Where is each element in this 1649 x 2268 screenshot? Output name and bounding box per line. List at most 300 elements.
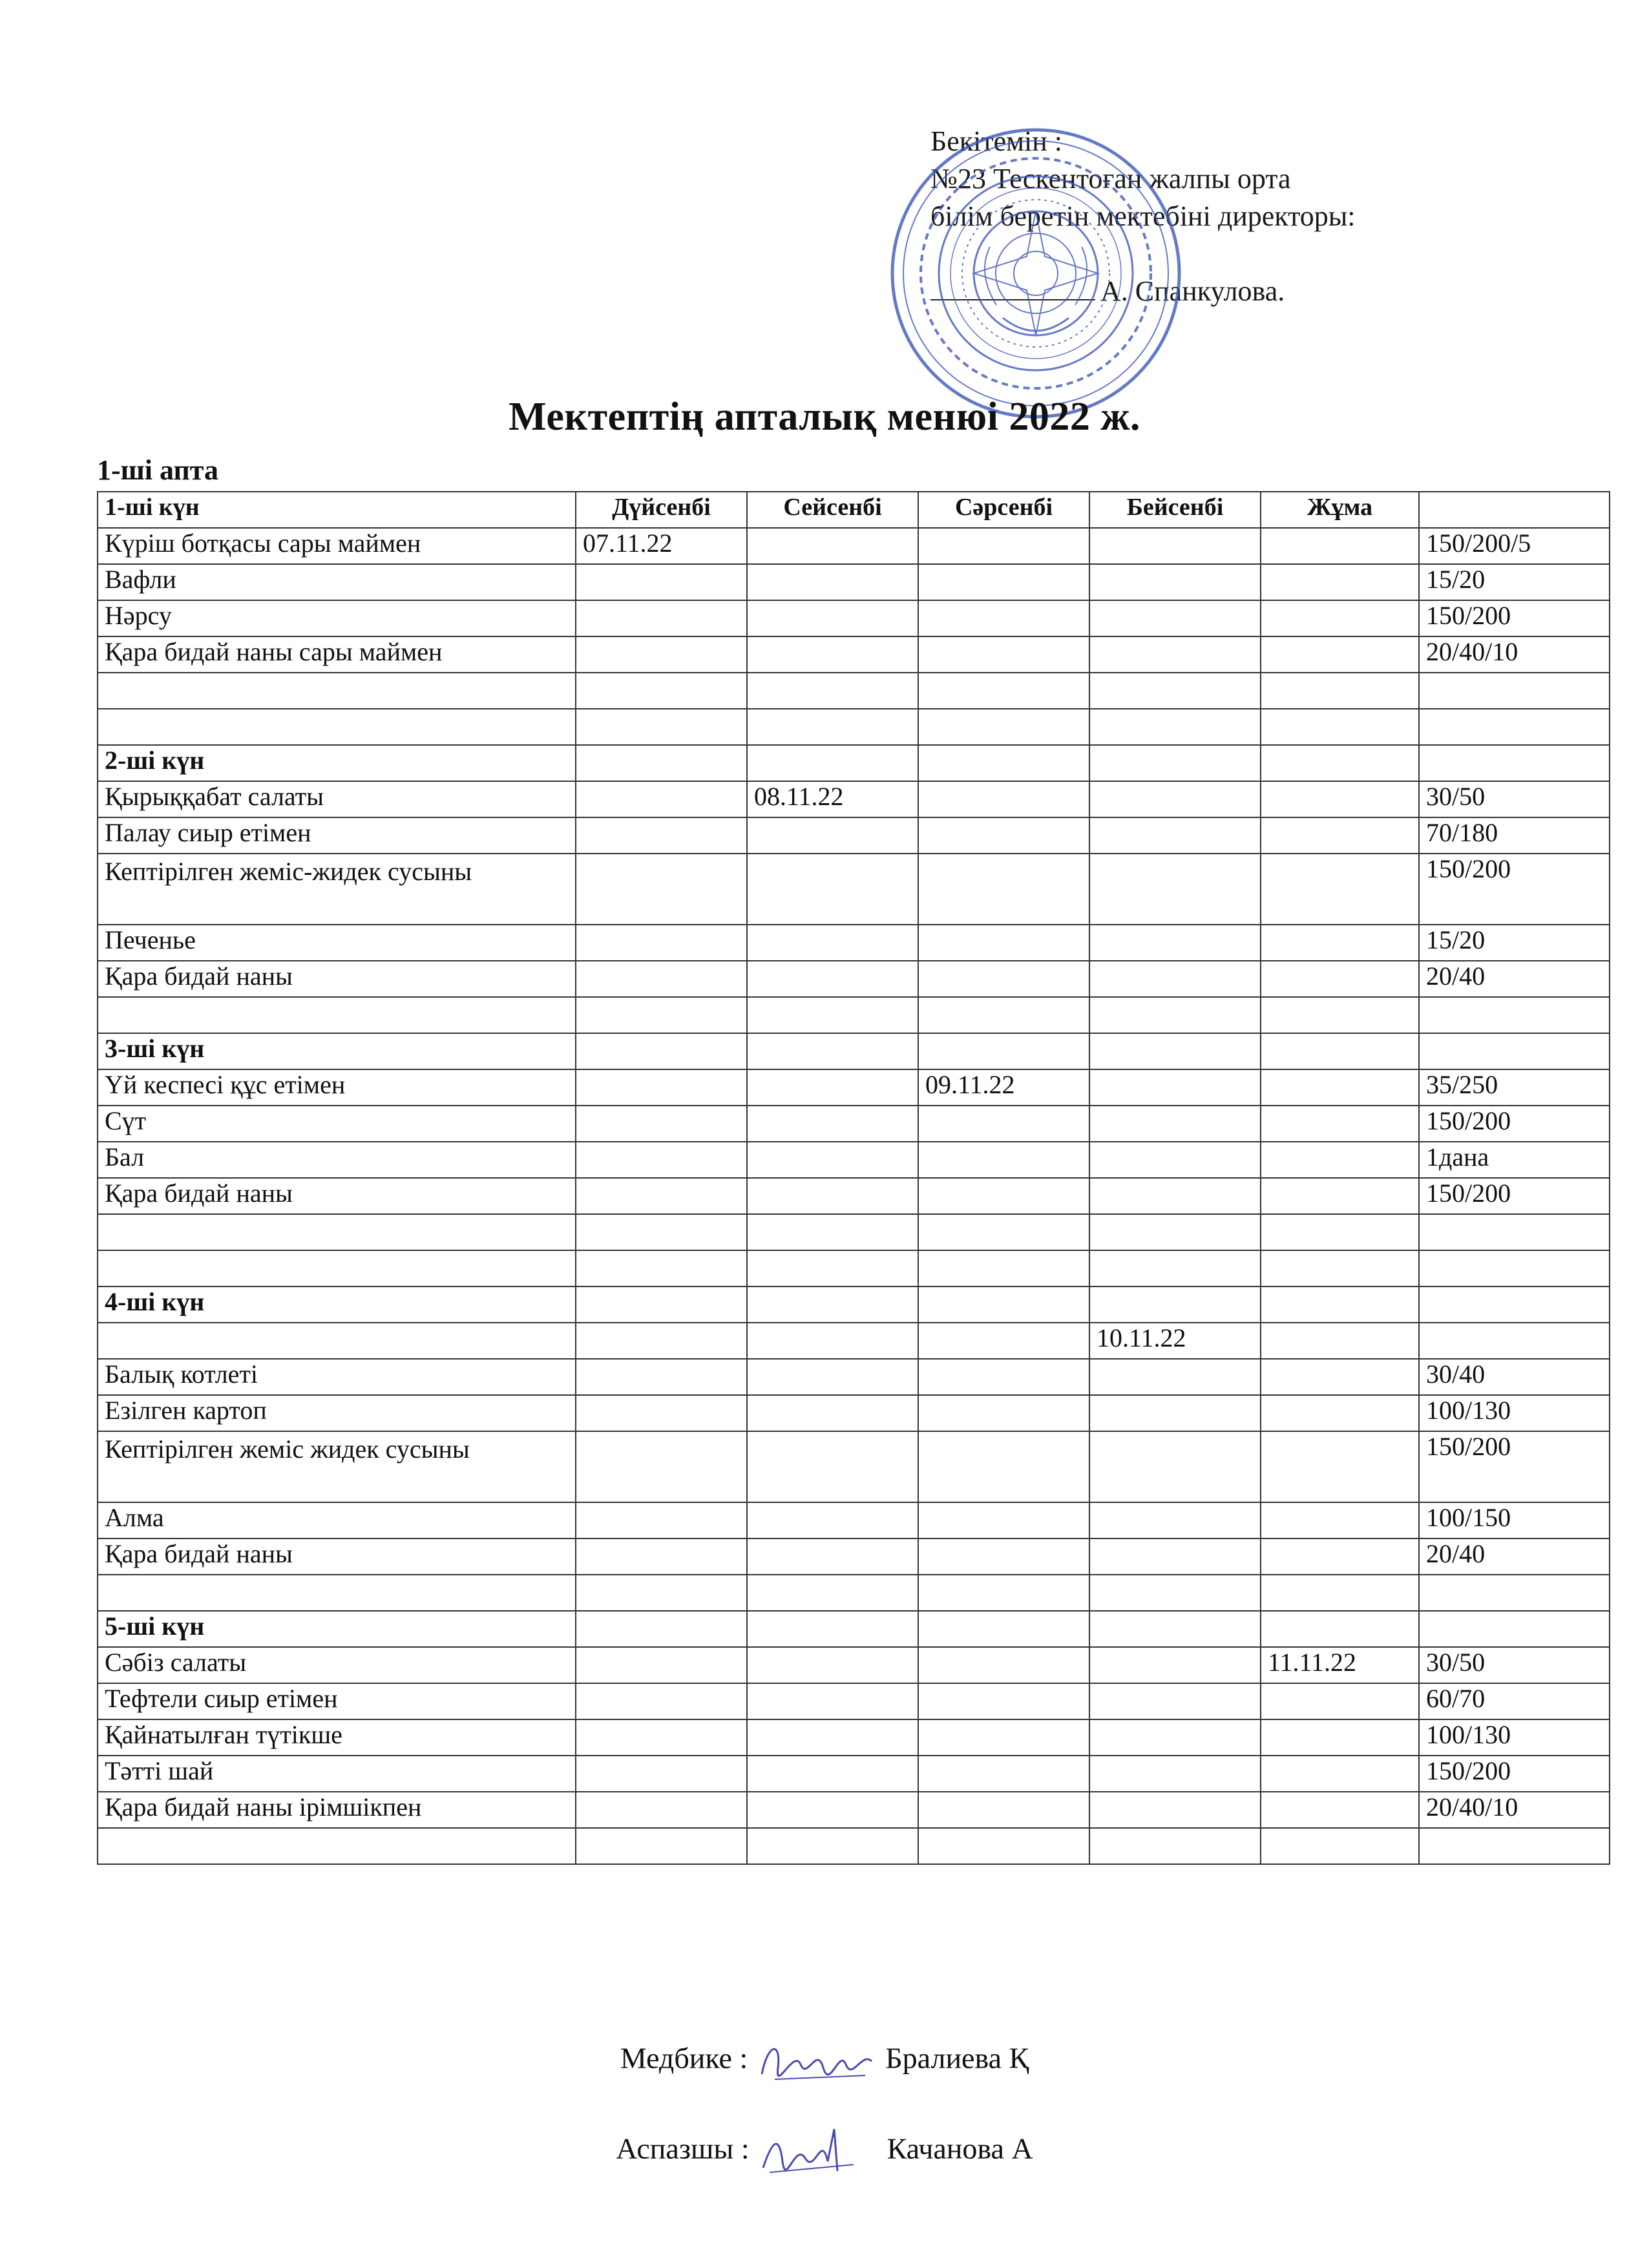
table-cell	[576, 564, 747, 600]
table-cell	[1261, 1286, 1419, 1323]
table-cell: 1дана	[1419, 1142, 1610, 1178]
table-cell: Қайнатылған түтікше	[98, 1719, 576, 1756]
table-cell	[1261, 1323, 1419, 1359]
table-cell	[747, 997, 918, 1033]
table-cell: 20/40	[1419, 961, 1610, 997]
cook-label: Аспазшы :	[616, 2132, 750, 2165]
table-cell	[747, 1683, 918, 1719]
table-row	[98, 1359, 1610, 1395]
table-cell	[1089, 1611, 1261, 1647]
table-row	[98, 1647, 1610, 1683]
table-row	[98, 564, 1610, 600]
table-cell	[1261, 1756, 1419, 1792]
header-cell: Бейсенбі	[1089, 492, 1261, 528]
table-cell	[918, 1286, 1089, 1323]
table-cell	[1261, 1359, 1419, 1395]
nurse-signature-row	[0, 2035, 1649, 2087]
table-cell: 20/40/10	[1419, 1792, 1610, 1828]
table-cell	[1089, 673, 1261, 709]
table-row	[98, 1575, 1610, 1611]
table-cell	[747, 528, 918, 564]
table-cell: Кептірілген жеміс жидек сусыны	[98, 1431, 576, 1502]
table-cell	[576, 1214, 747, 1250]
header-cell: Дүйсенбі	[576, 492, 747, 528]
table-cell	[1261, 636, 1419, 673]
table-cell: Печенье	[98, 925, 576, 961]
table-cell	[1261, 1719, 1419, 1756]
table-cell	[1261, 1683, 1419, 1719]
table-cell: Қара бидай наны ірімшікпен	[98, 1792, 576, 1828]
table-cell	[1089, 817, 1261, 854]
table-cell	[747, 1250, 918, 1286]
table-cell: 5-ші күн	[98, 1611, 576, 1647]
table-cell	[1261, 1538, 1419, 1575]
table-cell	[747, 600, 918, 636]
table-cell	[576, 1538, 747, 1575]
table-cell: 60/70	[1419, 1683, 1610, 1719]
table-cell	[1261, 1502, 1419, 1538]
table-cell	[1261, 709, 1419, 745]
table-cell: 09.11.22	[918, 1069, 1089, 1106]
approval-line-1: Бекітемін :	[930, 125, 1062, 157]
table-cell	[1261, 745, 1419, 781]
table-cell	[576, 1250, 747, 1286]
table-row	[98, 1033, 1610, 1069]
table-cell	[1261, 997, 1419, 1033]
table-cell	[576, 1719, 747, 1756]
table-cell	[576, 1828, 747, 1864]
table-cell: 150/200	[1419, 1756, 1610, 1792]
table-cell	[576, 1756, 747, 1792]
table-cell	[918, 673, 1089, 709]
table-cell	[576, 961, 747, 997]
table-cell	[98, 709, 576, 745]
table-cell	[1261, 1069, 1419, 1106]
table-cell	[747, 961, 918, 997]
table-cell	[576, 1323, 747, 1359]
table-cell	[1089, 1502, 1261, 1538]
table-cell: 30/50	[1419, 781, 1610, 817]
table-cell	[918, 1502, 1089, 1538]
table-cell	[1089, 636, 1261, 673]
table-cell	[747, 1647, 918, 1683]
table-cell	[1261, 1106, 1419, 1142]
table-cell	[747, 1719, 918, 1756]
table-cell	[1261, 781, 1419, 817]
table-cell: 20/40/10	[1419, 636, 1610, 673]
table-cell: Алма	[98, 1502, 576, 1538]
table-cell	[1089, 925, 1261, 961]
table-cell	[747, 1575, 918, 1611]
table-row	[98, 745, 1610, 781]
table-cell: Езілген картоп	[98, 1395, 576, 1431]
table-cell: Қара бидай наны	[98, 1178, 576, 1214]
table-cell	[1089, 1250, 1261, 1286]
table-cell	[918, 1323, 1089, 1359]
table-cell	[1089, 1286, 1261, 1323]
table-cell: 4-ші күн	[98, 1286, 576, 1323]
table-row	[98, 854, 1610, 925]
table-cell: Вафли	[98, 564, 576, 600]
table-cell	[1419, 673, 1610, 709]
table-row	[98, 1538, 1610, 1575]
table-cell	[747, 1502, 918, 1538]
table-cell	[576, 1792, 747, 1828]
table-row	[98, 1214, 1610, 1250]
table-cell	[1089, 1069, 1261, 1106]
table-cell	[1419, 997, 1610, 1033]
table-cell: 100/150	[1419, 1502, 1610, 1538]
table-cell	[918, 817, 1089, 854]
table-cell: 3-ші күн	[98, 1033, 576, 1069]
table-cell	[1261, 1142, 1419, 1178]
table-cell	[576, 636, 747, 673]
nurse-name: Бралиева Қ	[885, 2041, 1029, 2075]
table-cell	[1419, 1286, 1610, 1323]
table-cell	[576, 925, 747, 961]
nurse-label: Медбике :	[620, 2041, 748, 2075]
table-cell	[98, 1575, 576, 1611]
table-row	[98, 781, 1610, 817]
table-cell	[98, 673, 576, 709]
table-cell	[747, 1214, 918, 1250]
page-title: Мектептің апталық менюі 2022 ж.	[509, 395, 1140, 439]
table-cell	[747, 1756, 918, 1792]
table-cell	[1089, 1106, 1261, 1142]
table-row	[98, 817, 1610, 854]
table-cell	[576, 1069, 747, 1106]
table-cell	[576, 997, 747, 1033]
table-cell	[1089, 1033, 1261, 1069]
table-cell	[1089, 1431, 1261, 1502]
table-cell	[1089, 1359, 1261, 1395]
table-row	[98, 1828, 1610, 1864]
table-cell	[576, 1431, 747, 1502]
table-cell: 30/40	[1419, 1359, 1610, 1395]
table-cell	[918, 1106, 1089, 1142]
table-cell	[1419, 1250, 1610, 1286]
table-row	[98, 636, 1610, 673]
table-cell	[747, 1538, 918, 1575]
table-cell	[918, 1431, 1089, 1502]
table-cell	[918, 961, 1089, 997]
table-cell	[918, 1538, 1089, 1575]
table-cell	[1419, 1575, 1610, 1611]
table-cell	[918, 1719, 1089, 1756]
table-cell	[576, 1033, 747, 1069]
table-cell: Қара бидай наны	[98, 1538, 576, 1575]
table-cell: Сүт	[98, 1106, 576, 1142]
table-cell	[1089, 1142, 1261, 1178]
table-row	[98, 1611, 1610, 1647]
table-cell	[1261, 528, 1419, 564]
table-row	[98, 1323, 1610, 1359]
approval-signer: А. Спанкулова.	[1100, 275, 1285, 307]
table-cell	[1261, 1611, 1419, 1647]
table-cell	[747, 564, 918, 600]
table-cell	[1089, 997, 1261, 1033]
table-cell	[918, 528, 1089, 564]
approval-line-2: №23 Тескентоған жалпы орта	[930, 163, 1291, 194]
table-cell	[576, 1286, 747, 1323]
table-cell	[747, 925, 918, 961]
table-cell	[747, 636, 918, 673]
table-cell	[1089, 709, 1261, 745]
table-cell	[747, 1359, 918, 1395]
table-cell: Палау сиыр етімен	[98, 817, 576, 854]
table-cell	[1261, 961, 1419, 997]
table-cell	[918, 1828, 1089, 1864]
table-cell	[1089, 1792, 1261, 1828]
table-row	[98, 1106, 1610, 1142]
table-row	[98, 997, 1610, 1033]
table-cell: 2-ші күн	[98, 745, 576, 781]
table-cell	[98, 1323, 576, 1359]
week-label: 1-ші апта	[97, 454, 218, 486]
table-cell	[918, 600, 1089, 636]
table-cell: 30/50	[1419, 1647, 1610, 1683]
table-cell	[98, 1214, 576, 1250]
table-cell	[1089, 600, 1261, 636]
table-cell: Қара бидай наны сары маймен	[98, 636, 576, 673]
table-cell	[747, 1431, 918, 1502]
table-cell: Бал	[98, 1142, 576, 1178]
table-row	[98, 709, 1610, 745]
table-cell	[576, 854, 747, 925]
table-cell	[1089, 1647, 1261, 1683]
table-cell: Кептірілген жеміс-жидек сусыны	[98, 854, 576, 925]
table-cell	[1089, 781, 1261, 817]
table-cell	[1089, 1828, 1261, 1864]
table-cell: 150/200	[1419, 854, 1610, 925]
table-cell	[918, 1683, 1089, 1719]
table-cell	[1261, 1214, 1419, 1250]
table-row	[98, 1683, 1610, 1719]
table-cell	[1261, 1575, 1419, 1611]
table-cell	[1089, 1178, 1261, 1214]
approval-line-3: білім беретін мектебіні директоры:	[930, 200, 1356, 232]
menu-table	[97, 491, 1610, 1865]
table-cell	[576, 745, 747, 781]
table-cell	[1261, 1828, 1419, 1864]
table-cell	[1089, 1756, 1261, 1792]
table-cell: Тәтті шай	[98, 1756, 576, 1792]
table-cell	[918, 1250, 1089, 1286]
table-cell: 150/200	[1419, 1178, 1610, 1214]
table-cell	[576, 1395, 747, 1431]
table-cell	[918, 997, 1089, 1033]
table-cell: 70/180	[1419, 817, 1610, 854]
table-cell	[1261, 1431, 1419, 1502]
table-cell	[576, 781, 747, 817]
table-row	[98, 600, 1610, 636]
table-cell	[747, 1106, 918, 1142]
table-cell	[747, 1828, 918, 1864]
table-cell: Сәбіз салаты	[98, 1647, 576, 1683]
table-row	[98, 528, 1610, 564]
table-cell	[918, 1792, 1089, 1828]
table-cell	[1261, 854, 1419, 925]
table-cell	[1261, 673, 1419, 709]
table-row	[98, 1286, 1610, 1323]
table-cell	[1419, 1033, 1610, 1069]
table-cell	[918, 1214, 1089, 1250]
table-cell	[747, 1395, 918, 1431]
table-cell	[1261, 925, 1419, 961]
table-cell	[576, 817, 747, 854]
table-cell	[576, 1106, 747, 1142]
table-cell: Тефтели сиыр етімен	[98, 1683, 576, 1719]
table-cell	[576, 1142, 747, 1178]
table-cell	[747, 817, 918, 854]
table-cell: Нәрсу	[98, 600, 576, 636]
table-cell	[747, 1069, 918, 1106]
table-row	[98, 1069, 1610, 1106]
table-cell: 10.11.22	[1089, 1323, 1261, 1359]
table-cell	[1089, 745, 1261, 781]
table-cell	[918, 1575, 1089, 1611]
table-cell	[918, 636, 1089, 673]
table-cell	[576, 1647, 747, 1683]
table-cell	[98, 1828, 576, 1864]
cook-name: Качанова А	[887, 2132, 1033, 2165]
table-row	[98, 673, 1610, 709]
table-cell: 15/20	[1419, 925, 1610, 961]
table-cell	[918, 1395, 1089, 1431]
table-cell	[576, 1502, 747, 1538]
table-cell	[747, 745, 918, 781]
table-cell	[918, 1178, 1089, 1214]
table-cell: 08.11.22	[747, 781, 918, 817]
cook-signature-icon	[757, 2126, 879, 2178]
table-cell: Үй кеспесі құс етімен	[98, 1069, 576, 1106]
table-header-row	[98, 492, 1610, 528]
table-cell	[1089, 1214, 1261, 1250]
table-row	[98, 1719, 1610, 1756]
table-cell	[918, 1142, 1089, 1178]
table-cell: 07.11.22	[576, 528, 747, 564]
table-cell: 150/200	[1419, 1431, 1610, 1502]
table-row	[98, 1792, 1610, 1828]
table-cell: 11.11.22	[1261, 1647, 1419, 1683]
nurse-signature-icon	[755, 2035, 878, 2087]
table-row	[98, 925, 1610, 961]
header-cell: Сәрсенбі	[918, 492, 1089, 528]
table-cell	[747, 1323, 918, 1359]
table-cell	[1089, 564, 1261, 600]
table-row	[98, 1250, 1610, 1286]
header-cell	[1419, 492, 1610, 528]
table-cell	[918, 1611, 1089, 1647]
table-row	[98, 1502, 1610, 1538]
table-cell	[918, 1033, 1089, 1069]
table-row	[98, 1142, 1610, 1178]
table-cell	[576, 709, 747, 745]
table-cell	[1261, 1792, 1419, 1828]
table-cell	[576, 1359, 747, 1395]
table-cell	[1089, 961, 1261, 997]
table-row	[98, 1178, 1610, 1214]
table-cell: 35/250	[1419, 1069, 1610, 1106]
table-cell	[747, 1142, 918, 1178]
table-cell: 150/200	[1419, 600, 1610, 636]
table-cell: Балық котлеті	[98, 1359, 576, 1395]
table-cell: Қырыққабат салаты	[98, 781, 576, 817]
table-cell	[576, 673, 747, 709]
table-cell	[1089, 528, 1261, 564]
table-cell	[576, 1575, 747, 1611]
table-cell	[1089, 1538, 1261, 1575]
table-cell	[747, 673, 918, 709]
table-cell	[1089, 1575, 1261, 1611]
table-cell	[576, 1683, 747, 1719]
table-row	[98, 1395, 1610, 1431]
table-row	[98, 961, 1610, 997]
table-cell	[918, 1756, 1089, 1792]
table-cell: 150/200/5	[1419, 528, 1610, 564]
table-cell	[918, 709, 1089, 745]
table-cell	[747, 1033, 918, 1069]
table-cell	[1261, 1178, 1419, 1214]
table-cell	[1261, 1395, 1419, 1431]
table-cell: 20/40	[1419, 1538, 1610, 1575]
table-cell	[1089, 1395, 1261, 1431]
table-cell	[747, 1611, 918, 1647]
table-cell: Күріш ботқасы сары маймен	[98, 528, 576, 564]
official-stamp-icon	[887, 124, 1185, 423]
table-cell	[1419, 745, 1610, 781]
table-cell	[747, 854, 918, 925]
table-cell	[1261, 1250, 1419, 1286]
table-cell	[1261, 600, 1419, 636]
table-cell	[1261, 564, 1419, 600]
table-cell	[1261, 1033, 1419, 1069]
table-cell	[576, 600, 747, 636]
table-cell	[747, 1286, 918, 1323]
table-cell	[918, 781, 1089, 817]
table-cell	[747, 1792, 918, 1828]
table-cell	[1419, 1323, 1610, 1359]
table-cell	[918, 854, 1089, 925]
table-cell	[747, 709, 918, 745]
table-cell: 100/130	[1419, 1395, 1610, 1431]
cook-signature-row	[0, 2126, 1649, 2178]
table-row	[98, 1431, 1610, 1502]
table-cell: 100/130	[1419, 1719, 1610, 1756]
table-cell	[576, 1611, 747, 1647]
table-cell	[98, 1250, 576, 1286]
header-cell: Жұма	[1261, 492, 1419, 528]
table-cell	[1089, 1683, 1261, 1719]
table-cell	[1089, 854, 1261, 925]
table-cell	[1419, 1214, 1610, 1250]
table-cell	[747, 1178, 918, 1214]
table-cell	[918, 925, 1089, 961]
table-cell	[1261, 817, 1419, 854]
table-cell	[1419, 1611, 1610, 1647]
table-cell	[1089, 1719, 1261, 1756]
table-cell	[98, 997, 576, 1033]
header-cell: Сейсенбі	[747, 492, 918, 528]
table-cell	[918, 1359, 1089, 1395]
table-cell	[1419, 1828, 1610, 1864]
table-cell	[1419, 709, 1610, 745]
header-cell: 1-ші күн	[98, 492, 576, 528]
table-cell: 15/20	[1419, 564, 1610, 600]
table-row	[98, 1756, 1610, 1792]
table-cell	[918, 745, 1089, 781]
table-cell	[918, 564, 1089, 600]
